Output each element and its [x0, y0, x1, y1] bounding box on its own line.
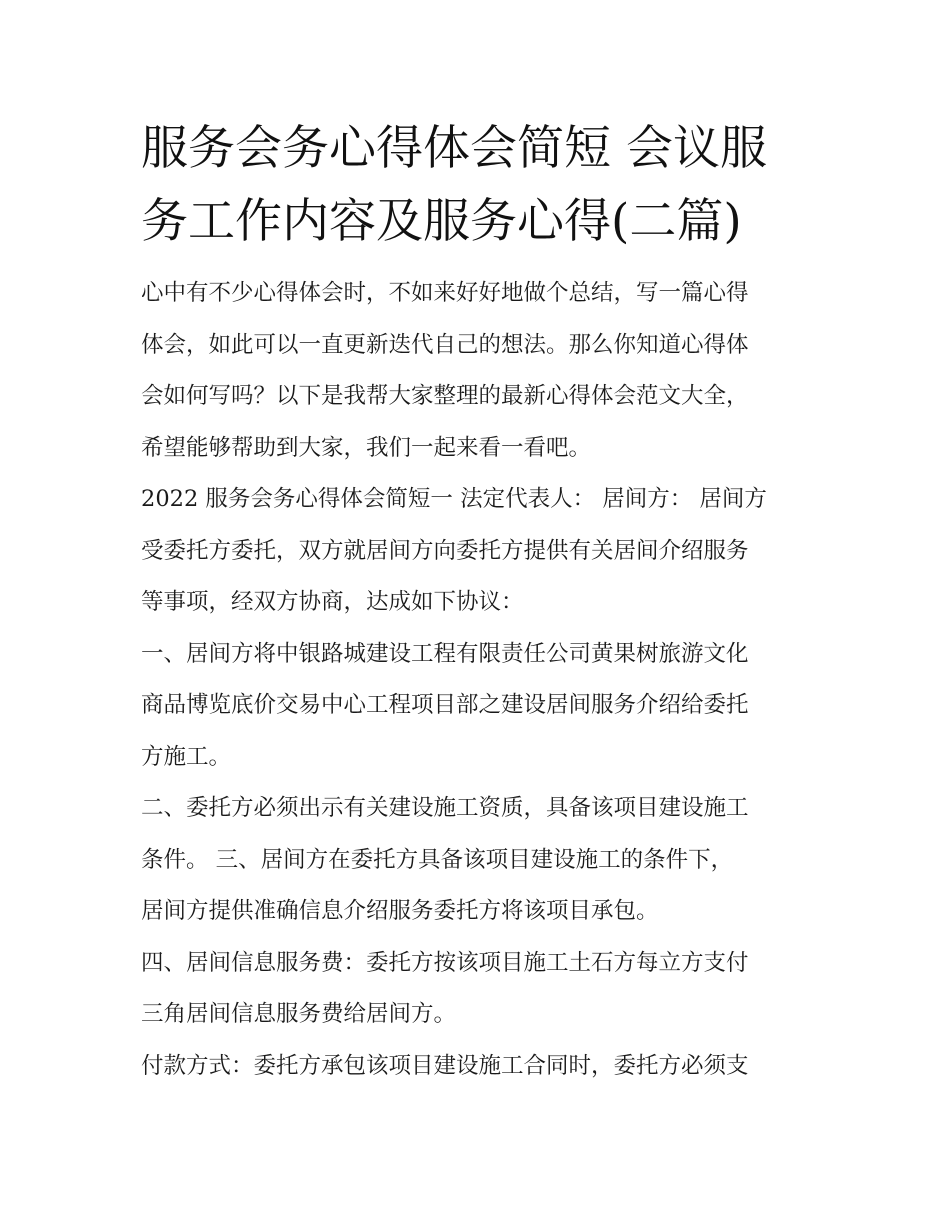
text-line: 希望能够帮助到大家，我们一起来看一看吧。 [141, 434, 592, 461]
title-spacer [141, 258, 813, 268]
text-line: 受委托方委托，双方就居间方向委托方提供有关居间介绍服务 [141, 537, 749, 564]
paragraph-agreement-intro [141, 474, 813, 629]
text-line: 等事项，经双方协商，达成如下协议： [141, 589, 524, 615]
document-body [141, 112, 813, 1092]
paragraph-intro [141, 268, 813, 474]
text-line: 二、委托方必须出示有关建设施工资质，具备该项目建设施工 [141, 795, 749, 821]
text-line: 条件。 三、居间方在委托方具备该项目建设施工的条件下， [141, 846, 734, 873]
text-line: 心中有不少心得体会时，不如来好好地做个总结，写一篇心得 [141, 280, 749, 306]
document-title [141, 112, 813, 258]
text-line: 付款方式：委托方承包该项目建设施工合同时，委托方必须支 [141, 1052, 749, 1079]
text-line: 2022 服务会务心得体会简短一 法定代表人： 居间方： 居间方 [141, 486, 767, 512]
title-line-2: 务工作内容及服务心得(二篇) [141, 194, 742, 249]
text-line: 会如何写吗？以下是我帮大家整理的最新心得体会范文大全， [141, 383, 749, 409]
paragraph-payment [141, 1041, 813, 1093]
title-line-1: 服务会务心得体会简短 会议服 [141, 121, 767, 176]
text-line: 四、居间信息服务费：委托方按该项目施工土石方每立方支付 [141, 949, 749, 976]
text-line: 居间方提供准确信息介绍服务委托方将该项目承包。 [141, 898, 659, 924]
text-line: 一、居间方将中银路城建设工程有限责任公司黄果树旅游文化 [141, 640, 749, 667]
paragraph-clause-1 [141, 629, 813, 784]
text-line: 方施工。 [141, 743, 232, 770]
text-line: 商品博览底价交易中心工程项目部之建设居间服务介绍给委托 [141, 692, 749, 718]
paragraph-clause-2-3 [141, 783, 813, 938]
paragraph-clause-4 [141, 938, 813, 1041]
text-line: 体会，如此可以一直更新迭代自己的想法。那么你知道心得体 [141, 331, 749, 358]
text-line: 三角居间信息服务费给居间方。 [141, 1001, 457, 1027]
